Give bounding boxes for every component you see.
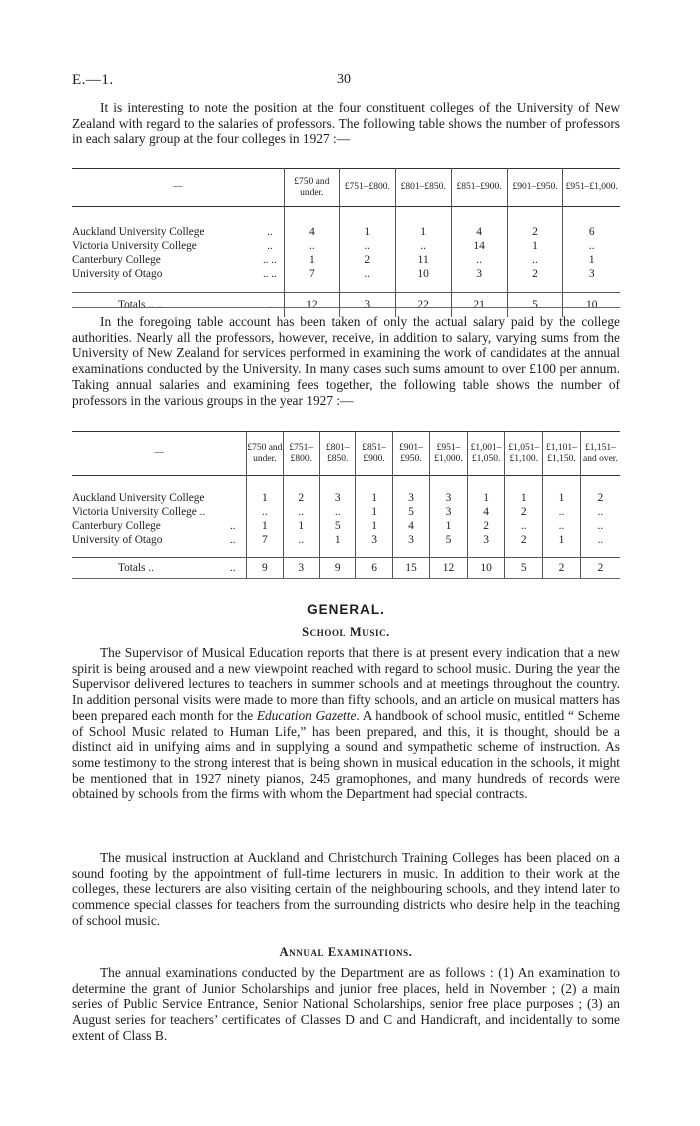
table-cell: 1 [467, 491, 505, 505]
table-cell: 1 [505, 491, 543, 505]
total-cell: 2 [543, 558, 581, 578]
table-cell: 2 [507, 225, 563, 239]
table-cell: 5 [319, 519, 355, 533]
total-cell: 2 [580, 558, 620, 578]
table-row [72, 505, 620, 519]
table-cell: 3 [356, 533, 392, 547]
totals-label: Totals .. [72, 558, 219, 578]
column-header: £1,001–£1,050. [467, 432, 505, 476]
table-cell: .. [339, 267, 395, 281]
total-cell: 12 [284, 293, 339, 317]
table-cell: 1 [247, 491, 283, 505]
leader-dots [219, 505, 246, 519]
column-header: £1,151–and over. [580, 432, 620, 476]
table-cell: 1 [284, 253, 339, 267]
row-label: Auckland University College [72, 225, 205, 238]
table-cell: 3 [430, 505, 468, 519]
row-label: Auckland University College [72, 491, 205, 504]
leader-dots: .. [229, 519, 236, 532]
table-cell: 7 [284, 267, 339, 281]
column-header: £951–£1,000. [563, 169, 620, 207]
table-cell: 2 [339, 253, 395, 267]
column-header: £801–£850. [395, 169, 451, 207]
total-cell: 3 [283, 558, 319, 578]
leader-dots [219, 491, 246, 505]
table-cell: 5 [392, 505, 429, 519]
leader-dots: .. [267, 239, 273, 252]
school-music-paragraph-1 [72, 645, 620, 802]
table-cell: 1 [356, 505, 392, 519]
column-header: £951–£1,000. [430, 432, 468, 476]
table-cell: 4 [451, 225, 507, 239]
table-cell: 4 [467, 505, 505, 519]
table-cell: 1 [430, 519, 468, 533]
table-row [72, 253, 620, 267]
leader-dots: .. [256, 293, 284, 317]
table-cell: .. [284, 239, 339, 253]
table-cell: 3 [467, 533, 505, 547]
row-label: Victoria University College [72, 239, 197, 252]
total-cell: 10 [467, 558, 505, 578]
total-cell: 5 [505, 558, 543, 578]
column-header: £801–£850. [319, 432, 355, 476]
table-cell: 2 [505, 505, 543, 519]
column-header: £901–£950. [507, 169, 563, 207]
table-cell: 1 [563, 253, 620, 267]
table-cell: .. [505, 519, 543, 533]
row-label: Canterbury College [72, 253, 161, 266]
total-cell: 9 [247, 558, 283, 578]
table-cell: 14 [451, 239, 507, 253]
table-cell: 1 [543, 533, 581, 547]
row-label: University of Otago [72, 267, 163, 280]
table-cell: 2 [283, 491, 319, 505]
salary-table [72, 168, 620, 317]
table-cell: 1 [543, 491, 581, 505]
table-cell: 1 [356, 491, 392, 505]
table-cell: .. [543, 519, 581, 533]
row-label: Canterbury College [72, 519, 161, 532]
table-end-rule [72, 578, 620, 579]
leader-dots: .. [267, 225, 273, 238]
leader-dots: .. .. [263, 253, 277, 266]
table-cell: 2 [507, 267, 563, 281]
total-cell: 6 [356, 558, 392, 578]
table-cell: 3 [392, 491, 429, 505]
table-row [72, 267, 620, 281]
paragraph-text: The Supervisor of Musical Education reports that there is at present every indication that a new spirit is being aroused and a new viewpoint reached with regard to school music. During the year the Supervisor delivered lectures to teachers in summer schools and at meetings throughout the country. In addition personal visits were made to more than fifty schools, and an article on musical matters has been prepared each month for the [72, 645, 620, 723]
table-cell: 3 [392, 533, 429, 547]
table-row [72, 225, 620, 239]
table-cell: 2 [580, 491, 620, 505]
table-cell: .. [507, 253, 563, 267]
row-label: University of Otago [72, 533, 163, 546]
table-cell: 1 [339, 225, 395, 239]
total-cell: 15 [392, 558, 429, 578]
table-cell: .. [247, 505, 283, 519]
table-cell: 1 [247, 519, 283, 533]
column-header: £901–£950. [392, 432, 429, 476]
annual-examinations-paragraph: The annual examinations conducted by the Department are as follows : (1) An examination to determine the grant of Junior Scholarships and junior free places, held in November ; (2) a main series of Public Service Entrance, Senior National Scholarships, senior free place purposes ; (3) an August series for teachers’ certificates of Classes D and C and Handicraft, and incidentally to some extent of Class B. [72, 965, 620, 1043]
total-cell: 9 [319, 558, 355, 578]
leader-dots: .. [229, 533, 236, 546]
column-header: £851–£900. [451, 169, 507, 207]
leader-dots: .. [219, 558, 246, 578]
column-header: £851–£900. [356, 432, 392, 476]
intro-paragraph: It is interesting to note the position at the four constituent colleges of the University of New Zealand with regard to the salaries of professors. The following table shows the number of professors in each salary group at the four colleges in 1927 :— [72, 100, 620, 147]
row-label: Victoria University College .. [72, 505, 206, 518]
total-cell: 5 [507, 293, 563, 317]
table-cell: .. [283, 505, 319, 519]
table-cell: 2 [505, 533, 543, 547]
column-header: £1,051–£1,100. [505, 432, 543, 476]
table-cell: 6 [563, 225, 620, 239]
table-cell: 4 [284, 225, 339, 239]
table-cell: 3 [430, 491, 468, 505]
second-paragraph: In the foregoing table account has been taken of only the actual salary paid by the college authorities. Nearly all the professors, however, receive, in addition to salary, varying sums from the University of New Zealand for services performed in examining the work of candidates at the annual examinations conducted by the University. In many cases such sums amount to over £100 per annum. Taking annual salaries and examining fees together, the following table shows the number of professors in the various groups in the year 1927 :— [72, 314, 620, 408]
total-cell: 3 [339, 293, 395, 317]
total-cell: 22 [395, 293, 451, 317]
column-header: £751–£800. [339, 169, 395, 207]
salary-and-fees-table [72, 431, 620, 578]
section-heading-general: GENERAL. [307, 602, 385, 617]
table-cell: 4 [392, 519, 429, 533]
total-cell: 12 [430, 558, 468, 578]
table-cell: 2 [467, 519, 505, 533]
table-cell: .. [580, 533, 620, 547]
subheading-school-music: School Music. [302, 625, 390, 639]
column-header: £750 and under. [247, 432, 283, 476]
series-label: E.—1. [72, 72, 114, 88]
table-cell: .. [451, 253, 507, 267]
paragraph-text: . A handbook of school music, entitled “ Scheme of School Music related to Human Life,” has been prepared, and this, it is thought, should be a distinct aid in unifying aims and in supplying a sound and sympathetic scheme of instruction. As some testimony to the strong interest that is being shown in musical education in the schools, it might be mentioned that in 1927 ninety pianos, 245 gramophones, and many hundreds of records were obtained by schools from the firms with whom the Department had special contracts. [72, 707, 621, 802]
table-cell: 1 [395, 225, 451, 239]
table-row [72, 519, 620, 533]
subheading-annual-examinations: Annual Examinations. [279, 945, 413, 959]
table-cell: 1 [356, 519, 392, 533]
table-cell: .. [580, 505, 620, 519]
table-row [72, 491, 620, 505]
school-music-paragraph-2: The musical instruction at Auckland and Christchurch Training Colleges has been placed on a sound footing by the appointment of full-time lecturers in music. In addition to their work at the colleges, these lecturers are also visiting certain of the neighbouring schools, and they intend later to commence special classes for teachers from the surrounding districts who desire help in the teaching of school music. [72, 850, 620, 928]
stub-header: — [154, 448, 164, 459]
column-header: £751–£800. [283, 432, 319, 476]
total-cell: 10 [563, 293, 620, 317]
column-header: £750 and under. [284, 169, 339, 207]
total-cell: 21 [451, 293, 507, 317]
table-cell: .. [563, 239, 620, 253]
table-end-rule [72, 307, 620, 308]
totals-row [72, 293, 620, 317]
table-cell: .. [319, 505, 355, 519]
table-cell: 11 [395, 253, 451, 267]
table-cell: .. [283, 533, 319, 547]
publication-title: Education Gazette [256, 707, 357, 723]
table-cell: 1 [283, 519, 319, 533]
table-cell: .. [580, 519, 620, 533]
leader-dots: .. .. [263, 267, 277, 280]
table-cell: .. [543, 505, 581, 519]
table-cell: .. [395, 239, 451, 253]
table-cell: 3 [451, 267, 507, 281]
table-row [72, 533, 620, 547]
table-cell: 3 [319, 491, 355, 505]
totals-label: Totals .. .. [72, 293, 256, 317]
table-cell: 5 [430, 533, 468, 547]
table-row [72, 239, 620, 253]
table-cell: 1 [507, 239, 563, 253]
table-cell: 3 [563, 267, 620, 281]
table-cell: 10 [395, 267, 451, 281]
table-cell: 1 [319, 533, 355, 547]
table-cell: 7 [247, 533, 283, 547]
totals-row [72, 558, 620, 578]
table-cell: .. [339, 239, 395, 253]
stub-header: — [173, 182, 183, 193]
page-number: 30 [337, 72, 351, 87]
column-header: £1,101–£1,150. [543, 432, 581, 476]
